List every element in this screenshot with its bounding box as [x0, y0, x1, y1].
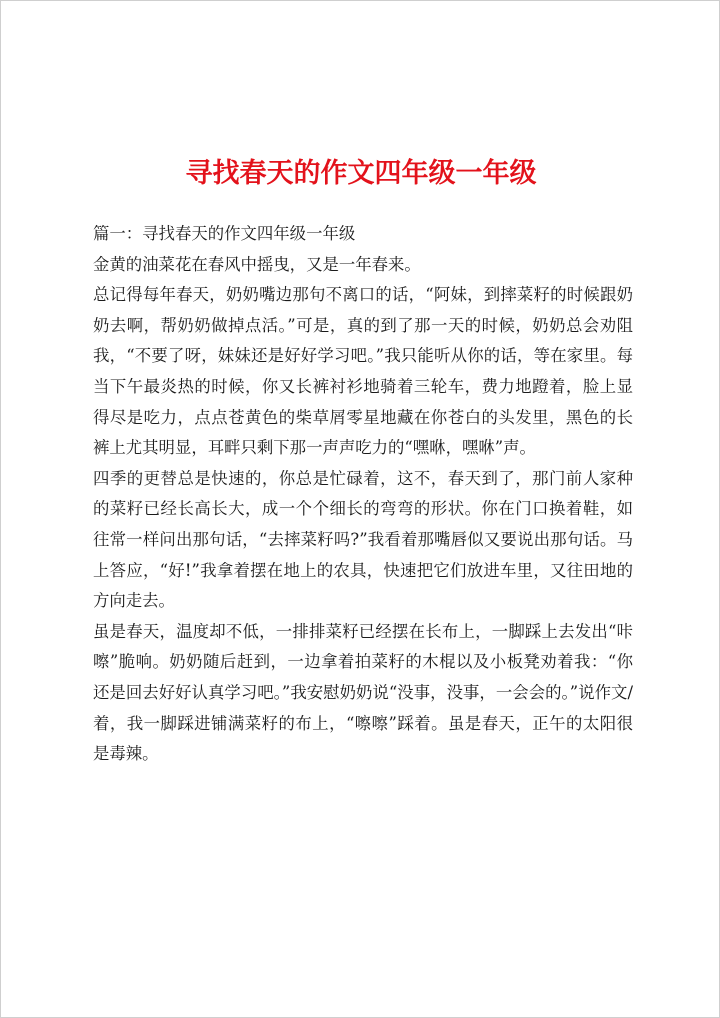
document-body	[93, 219, 633, 770]
paragraph: 金黄的油菜花在春风中摇曳，又是一年春来。	[93, 254, 421, 274]
paragraph: 四季的更替总是快速的，你总是忙碌着，这不，春天到了，那门前人家种的菜籽已经长高长大，成一个个细长的弯弯的形状。你在门口换着鞋，如往常一样问出那句话，“去摔菜籽吗?”我看着那嘴唇似又要说出那句话。马上答应，“好!”我拿着摆在地上的农具，快速把它们放进车里，又往田地的方向走去。	[93, 468, 633, 611]
paragraph: 虽是春天，温度却不低，一排排菜籽已经摆在长布上，一脚踩上去发出“咔嚓”脆响。奶奶随后赶到，一边拿着拍菜籽的木棍以及小板凳劝着我：“你还是回去好好认真学习吧。”我安慰奶奶说“没事，没事，一会会的。”说作文/着，我一脚踩进铺满菜籽的布上，“嚓嚓”踩着。虽是春天，正午的太阳很是毒辣。	[93, 621, 633, 764]
paragraph-heading: 篇一：寻找春天的作文四年级一年级	[93, 224, 356, 243]
paragraph: 总记得每年春天，奶奶嘴边那句不离口的话，“阿妹，到摔菜籽的时候跟奶奶去啊，帮奶奶做掉点活。”可是，真的到了那一天的时候，奶奶总会劝阻我，“不要了呀，妹妹还是好好学习吧。”我只能听从你的话，等在家里。每当下午最炎热的时候，你又长裤衬衫地骑着三轮车，费力地蹬着，脸上显得尽是吃力，点点苍黄色的柴草屑零星地藏在你苍白的头发里，黑色的长裤上尤其明显，耳畔只剩下那一声声吃力的“嘿咻，嘿咻”声。	[93, 285, 633, 458]
document-title: 寻找春天的作文四年级一年级	[185, 158, 537, 189]
